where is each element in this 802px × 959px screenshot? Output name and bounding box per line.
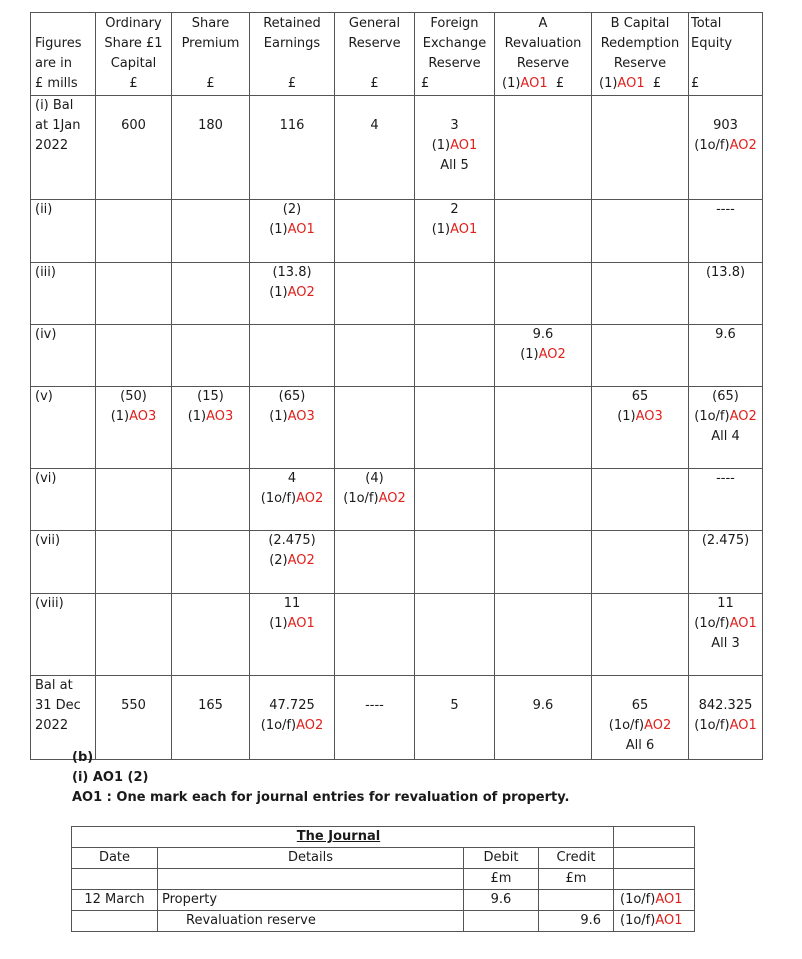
header-line: Ordinary [105,16,162,31]
mark-prefix: (1o/f) [343,491,379,506]
mark-ao-code: AO1 [655,892,683,907]
journal-table [71,826,695,932]
journal-entry-date [72,911,158,932]
journal-entry-credit [539,890,614,911]
table-cell [495,200,592,263]
table-cell [335,676,415,760]
table-cell [172,263,250,325]
header-line: Figures [35,36,82,51]
cell-value: ---- [716,471,735,486]
mark-ao-code: AO1 [655,913,683,928]
row-label-line: (viii) [35,596,64,611]
table-cell [495,387,592,469]
table-row [31,387,763,469]
table-cell [335,531,415,594]
table-cell [689,387,763,469]
mark-ao-code: AO2 [729,409,757,424]
journal-entry-debit [464,911,539,932]
header-line: B Capital [610,16,670,31]
journal-mark-col-header [614,827,695,848]
mark-prefix: (1) [431,222,451,237]
journal-entry-row [72,890,695,911]
header-line: Share [191,16,230,31]
mark-ao-code: AO1 [520,76,548,91]
mark-prefix: (1o/f) [260,718,297,733]
cell-value: 550 [121,698,146,713]
table-cell [96,96,172,200]
header-line: £ [287,76,297,91]
table-cell [335,469,415,531]
mark-ao-code: AO2 [287,553,315,568]
row-label [31,263,96,325]
journal-entry-debit: 9.6 [464,890,539,911]
row-label-line: 2022 [35,138,69,153]
header-line: Premium [181,36,240,51]
mark-allocation [250,551,334,571]
table-cell [96,387,172,469]
row-label [31,387,96,469]
journal-entry-row [72,911,695,932]
table-cell [172,469,250,531]
cell-value: 4 [287,471,297,486]
cell-value: (13.8) [705,265,746,280]
header-line [592,74,688,94]
mark-ao-code: AO3 [206,409,234,424]
cell-value: (15) [197,389,224,404]
mark-allocation [495,345,591,365]
cell-value: (2.475) [701,533,750,548]
mark-total-note: All 5 [440,158,469,173]
table-cell [495,469,592,531]
cell-value: 9.6 [532,327,554,342]
table-cell [96,263,172,325]
header-line: Reserve [428,56,481,71]
table-cell [689,200,763,263]
cell-value: (2.475) [268,533,316,548]
table-row [31,676,763,760]
table-cell [592,387,689,469]
column-header [96,13,172,96]
cell-value: 165 [198,698,223,713]
row-label [31,469,96,531]
row-label-line: (v) [35,389,53,404]
header-line: Equity [691,36,733,51]
mark-ao-code: AO2 [378,491,406,506]
journal-entry-details: Property [158,890,464,911]
table-cell [172,594,250,676]
mark-allocation [250,489,334,509]
column-header [415,13,495,96]
row-label [31,594,96,676]
mark-ao-code: AO3 [129,409,157,424]
header-line: Redemption [600,36,680,51]
column-header [31,13,96,96]
header-line [335,54,414,74]
currency-symbol: £ [644,76,662,91]
mark-allocation [689,136,762,156]
table-cell [592,200,689,263]
mark-prefix: (1) [520,347,539,362]
mark-prefix: (1) [110,409,130,424]
header-line [691,54,762,74]
mark-allocation [96,407,171,427]
table-cell [172,387,250,469]
table-cell [415,96,495,200]
mark-prefix: (1) [431,138,451,153]
mark-ao-code: AO1 [729,616,757,631]
mark-ao-code: AO2 [296,718,324,733]
mark-allocation [250,614,334,634]
mark-prefix: (1o/f) [694,718,730,733]
table-cell [172,676,250,760]
section-b-heading: (b) [72,750,94,765]
journal-unit-date [72,869,158,890]
table-cell [689,96,763,200]
mark-allocation [592,407,688,427]
mark-ao-code: AO2 [729,138,757,153]
mark-prefix: (2) [269,553,288,568]
header-line: Capital [110,56,157,71]
cell-value: 903 [713,118,738,133]
mark-prefix: (1) [269,285,288,300]
cell-value: 65 [631,389,649,404]
journal-unit-mark [614,869,695,890]
header-row [31,13,763,96]
mark-prefix: (1) [269,616,288,631]
row-label [31,676,96,760]
row-label [31,200,96,263]
mark-ao-code: AO2 [287,285,315,300]
table-cell [250,469,335,531]
table-cell [415,531,495,594]
header-line: £ [421,76,430,91]
mark-allocation [592,716,688,736]
mark-prefix: (1o/f) [694,138,730,153]
mark-prefix: (1) [269,222,288,237]
cell-value: 842.325 [698,698,753,713]
row-label [31,531,96,594]
table-row [31,469,763,531]
table-cell [335,325,415,387]
mark-prefix: (1o/f) [608,718,645,733]
column-header [335,13,415,96]
mark-total-note: All 3 [711,636,740,651]
mark-allocation [250,220,334,240]
mark-allocation [250,283,334,303]
table-cell [415,469,495,531]
mark-ao-code: AO1 [287,616,315,631]
journal-unit-debit: £m [464,869,539,890]
header-line: General [348,16,401,31]
table-cell [415,676,495,760]
column-header [172,13,250,96]
cell-value: 47.725 [269,698,315,713]
table-cell [96,200,172,263]
table-row [31,594,763,676]
cell-value: (4) [365,471,384,486]
table-cell [495,96,592,200]
journal-unit-credit: £m [539,869,614,890]
journal-unit-row [72,869,695,890]
mark-allocation [415,220,494,240]
table-cell [689,676,763,760]
mark-ao-code: AO1 [617,76,645,91]
table-cell [96,594,172,676]
mark-allocation [689,407,762,427]
table-cell [96,469,172,531]
journal-mark-header [614,848,695,869]
header-line: Reserve [348,36,401,51]
row-label-line: 2022 [35,718,69,733]
journal-unit-details [158,869,464,890]
column-header [592,13,689,96]
currency-symbol: £ [547,76,565,91]
table-cell [250,387,335,469]
cell-value: (65) [712,389,739,404]
table-cell [96,676,172,760]
table-cell [689,594,763,676]
mark-ao-code: AO3 [635,409,663,424]
header-line: £ [129,76,138,91]
table-cell [592,96,689,200]
journal-debit-header: Debit [464,848,539,869]
row-label-line: (ii) [35,202,53,217]
cell-value: 3 [450,118,459,133]
mark-allocation [689,614,762,634]
header-line: A [538,16,548,31]
table-cell [250,96,335,200]
header-line: £ [370,76,379,91]
header-line: Reserve [613,56,667,71]
cell-value: ---- [716,202,735,217]
cell-value: 65 [631,698,649,713]
cell-value: (50) [120,389,147,404]
header-line [495,74,591,94]
mark-prefix: (1) [617,409,636,424]
journal-credit-header: Credit [539,848,614,869]
table-cell [172,96,250,200]
table-cell [335,263,415,325]
mark-total-note: All 4 [711,429,740,444]
row-label-line: (vii) [35,533,61,548]
table-cell [335,200,415,263]
cell-value: ---- [365,698,384,713]
table-cell [250,531,335,594]
table-cell [415,594,495,676]
mark-allocation [415,136,494,156]
header-line: Foreign [430,16,479,31]
table-cell [592,263,689,325]
row-label [31,96,96,200]
cell-value: (13.8) [272,265,312,280]
header-line: Reserve [516,56,570,71]
column-header [689,13,763,96]
table-row [31,96,763,200]
journal-date-header: Date [72,848,158,869]
table-cell [250,263,335,325]
mark-prefix: (1o/f) [620,892,656,907]
section-b-instruction: AO1 : One mark each for journal entries for revaluation of property. [72,790,570,805]
table-cell [415,263,495,325]
table-cell [335,96,415,200]
cell-value: (65) [278,389,306,404]
mark-ao-code: AO1 [450,222,478,237]
cell-value: 4 [370,118,379,133]
table-cell [335,387,415,469]
mark-prefix: (1o/f) [694,409,730,424]
mark-prefix: (1) [599,76,618,91]
table-cell [415,325,495,387]
mark-prefix: (1) [187,409,207,424]
table-cell [335,594,415,676]
table-row [31,531,763,594]
table-cell [592,594,689,676]
header-line: Revaluation [504,36,582,51]
table-cell [495,263,592,325]
table-cell [250,676,335,760]
table-row [31,200,763,263]
mark-ao-code: AO2 [644,718,672,733]
table-cell [172,200,250,263]
row-label-line: (vi) [35,471,57,486]
table-cell [250,594,335,676]
mark-prefix: (1) [502,76,521,91]
table-cell [96,325,172,387]
table-cell [689,469,763,531]
table-cell [592,325,689,387]
table-cell [592,531,689,594]
table-cell [592,469,689,531]
journal-title-cell [72,827,614,848]
mark-ao-code: AO1 [729,718,757,733]
row-label-line: Bal at [35,678,73,693]
journal-title-row [72,827,695,848]
cell-value: (2) [282,202,302,217]
table-cell [415,387,495,469]
cell-value: 9.6 [532,698,554,713]
cell-value: 11 [283,596,301,611]
table-cell [96,531,172,594]
row-label-line: (iii) [35,265,56,280]
table-cell [592,676,689,760]
table-cell [495,531,592,594]
row-label-line: 31 Dec [35,698,81,713]
header-line: are in [35,56,73,71]
mark-ao-code: AO1 [287,222,315,237]
mark-allocation [172,407,249,427]
table-cell [495,594,592,676]
header-line [35,14,95,34]
mark-allocation [250,716,334,736]
journal-entry-details: Revaluation reserve [158,911,464,932]
table-cell [250,200,335,263]
header-line: £ mills [35,76,78,91]
journal-header-row [72,848,695,869]
table-cell [689,325,763,387]
table-cell [689,531,763,594]
header-line [250,54,334,74]
mark-ao-code: AO2 [538,347,566,362]
table-row [31,263,763,325]
mark-allocation [335,489,414,509]
header-line: Exchange [422,36,487,51]
mark-allocation [689,716,762,736]
header-line: £ [691,76,700,91]
journal-entry-credit: 9.6 [539,911,614,932]
cell-value: 2 [450,202,459,217]
cell-value: 5 [450,698,459,713]
header-line: Earnings [263,36,321,51]
section-b-sub-heading: (i) AO1 (2) [72,770,149,785]
table-cell [415,200,495,263]
mark-allocation [250,407,334,427]
table-cell [172,325,250,387]
cell-value: 9.6 [715,327,736,342]
row-label-line: at 1Jan [35,118,81,133]
cell-value: 600 [121,118,146,133]
mark-prefix: (1o/f) [694,616,730,631]
cell-value: 180 [198,118,223,133]
mark-prefix: (1o/f) [620,913,656,928]
row-label [31,325,96,387]
mark-prefix: (1o/f) [260,491,297,506]
header-line: Total [691,16,722,31]
mark-total-note: All 6 [625,738,655,753]
table-row [31,325,763,387]
column-header [495,13,592,96]
column-header [250,13,335,96]
journal-entry-date: 12 March [72,890,158,911]
mark-ao-code: AO2 [296,491,324,506]
journal-details-header: Details [158,848,464,869]
row-label-line: (iv) [35,327,57,342]
mark-ao-code: AO3 [287,409,315,424]
header-line: £ [206,76,215,91]
journal-title: The Journal [296,829,381,844]
header-line: Retained [263,16,321,31]
table-cell [689,263,763,325]
journal-entry-mark [614,911,695,932]
table-cell [495,325,592,387]
row-label-line: (i) Bal [35,98,74,113]
statement-of-changes-in-equity-table [30,12,763,760]
header-line: Share £1 [104,36,163,51]
journal-entry-mark [614,890,695,911]
table-cell [495,676,592,760]
table-cell [250,325,335,387]
cell-value: 11 [717,596,734,611]
cell-value: 116 [279,118,305,133]
mark-ao-code: AO1 [450,138,478,153]
mark-prefix: (1) [269,409,288,424]
table-cell [172,531,250,594]
header-line [172,54,249,74]
